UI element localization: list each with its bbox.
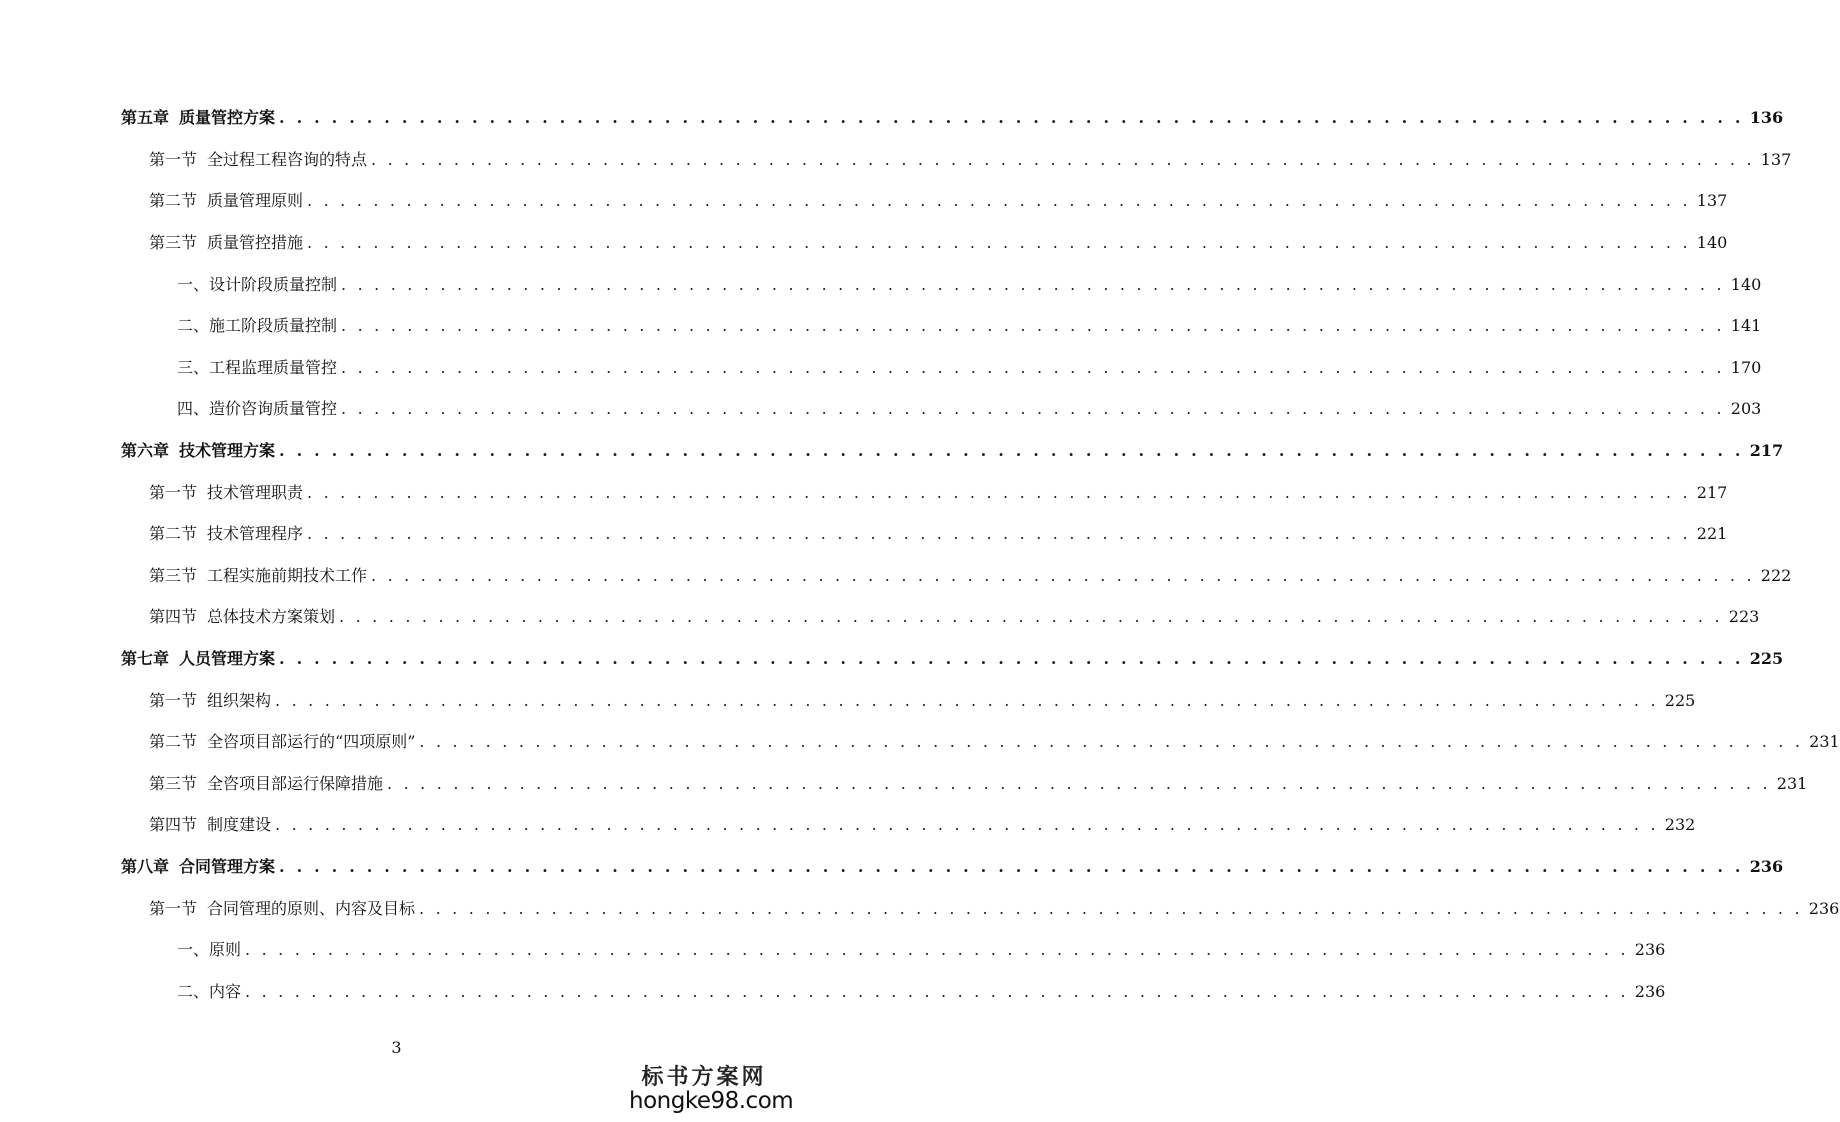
toc-entry-page: 141 (1730, 316, 1762, 336)
toc-entry-title: 全咨项目部运行保障措施 (207, 773, 384, 793)
toc-leader-dots: . . . . . . . . . . . . . . . . . . . . . . . . . . . . . . . . . . . . . . . . . . . . . . . . . . . . . . . . . . . . . . . . . . . . . . . . . . . . . . . . . . . . (307, 233, 1691, 253)
toc-entry-page: 137 (1760, 149, 1792, 169)
toc-section-entry (0, 762, 1808, 804)
toc-entry-page: 217 (1696, 482, 1728, 502)
toc-section-entry (0, 179, 1728, 221)
toc-entry-page: 221 (1696, 524, 1728, 544)
watermark-url: hongke98.com (629, 1087, 794, 1114)
toc-subsection-entry (0, 346, 1762, 388)
toc-entry-number: 第一节 (149, 149, 198, 169)
toc-entry-title: 工程实施前期技术工作 (207, 565, 368, 585)
toc-entry-title: 一、原则 (177, 940, 242, 960)
toc-entry-page: 231 (1809, 732, 1840, 752)
toc-section-entry (0, 678, 1696, 720)
toc-section-entry (0, 512, 1728, 554)
toc-leader-dots: . . . . . . . . . . . . . . . . . . . . . . . . . . . . . . . . . . . . . . . . . . . . . . . . . . . . . . . . . . . . . . . . . . . . . . . . . . . . . . . . . . . . (341, 399, 1725, 419)
toc-leader-dots: . . . . . . . . . . . . . . . . . . . . . . . . . . . . . . . . . . . . . . . . . . . . . . . . . . . . . . . . . . . . . . . . . . . . . . . . . . . . . . . . . . . . (279, 441, 1744, 461)
toc-entry-page: 140 (1696, 233, 1728, 253)
toc-subsection-entry (0, 304, 1762, 346)
toc-entry-title: 质量管控措施 (207, 233, 304, 253)
toc-entry-number: 第一节 (149, 482, 198, 502)
toc-entry-title: 四、造价咨询质量管控 (177, 399, 338, 419)
toc-entry-page: 236 (1634, 940, 1666, 960)
toc-entry-page: 225 (1749, 649, 1784, 669)
toc-entry-page: 223 (1728, 607, 1760, 627)
toc-leader-dots: . . . . . . . . . . . . . . . . . . . . . . . . . . . . . . . . . . . . . . . . . . . . . . . . . . . . . . . . . . . . . . . . . . . . . . . . . . . . . . . . . . . . (275, 815, 1659, 835)
toc-section-entry (0, 595, 1760, 637)
toc-leader-dots: . . . . . . . . . . . . . . . . . . . . . . . . . . . . . . . . . . . . . . . . . . . . . . . . . . . . . . . . . . . . . . . . . . . . . . . . . . . . . . . . . . . . (419, 732, 1804, 752)
toc-entry-title: 质量管控方案 (179, 108, 276, 128)
toc-entry-title: 二、内容 (177, 981, 242, 1001)
toc-entry-number: 第三节 (149, 565, 198, 585)
toc-entry-number: 第一节 (149, 898, 198, 918)
toc-entry-title: 人员管理方案 (179, 649, 276, 669)
toc-entry-number: 第四节 (149, 815, 198, 835)
toc-subsection-entry (0, 928, 1666, 970)
toc-entry-page: 137 (1696, 191, 1728, 211)
toc-entry-page: 136 (1749, 108, 1784, 128)
toc-entry-title: 一、设计阶段质量控制 (177, 274, 338, 294)
toc-entry-page: 140 (1730, 274, 1762, 294)
toc-leader-dots: . . . . . . . . . . . . . . . . . . . . . . . . . . . . . . . . . . . . . . . . . . . . . . . . . . . . . . . . . . . . . . . . . . . . . . . . . . . . . . . . . . . . (371, 565, 1755, 585)
toc-entry-page: 236 (1634, 981, 1666, 1001)
toc-entry-number: 第二节 (149, 191, 198, 211)
toc-subsection-entry (0, 969, 1666, 1011)
toc-entry-title: 三、工程监理质量管控 (177, 357, 338, 377)
toc-leader-dots: . . . . . . . . . . . . . . . . . . . . . . . . . . . . . . . . . . . . . . . . . . . . . . . . . . . . . . . . . . . . . . . . . . . . . . . . . . . . . . . . . . . . (419, 898, 1803, 918)
toc-entry-number: 第八章 (121, 856, 170, 876)
watermark-logo (629, 1063, 794, 1114)
toc-leader-dots: . . . . . . . . . . . . . . . . . . . . . . . . . . . . . . . . . . . . . . . . . . . . . . . . . . . . . . . . . . . . . . . . . . . . . . . . . . . . . . . . . . . . (245, 940, 1629, 960)
toc-chapter-entry (0, 429, 1784, 471)
toc-leader-dots: . . . . . . . . . . . . . . . . . . . . . . . . . . . . . . . . . . . . . . . . . . . . . . . . . . . . . . . . . . . . . . . . . . . . . . . . . . . . . . . . . . . . (279, 108, 1744, 128)
toc-leader-dots: . . . . . . . . . . . . . . . . . . . . . . . . . . . . . . . . . . . . . . . . . . . . . . . . . . . . . . . . . . . . . . . . . . . . . . . . . . . . . . . . . . . . (307, 191, 1691, 211)
toc-leader-dots: . . . . . . . . . . . . . . . . . . . . . . . . . . . . . . . . . . . . . . . . . . . . . . . . . . . . . . . . . . . . . . . . . . . . . . . . . . . . . . . . . . . . (387, 773, 1771, 793)
toc-leader-dots: . . . . . . . . . . . . . . . . . . . . . . . . . . . . . . . . . . . . . . . . . . . . . . . . . . . . . . . . . . . . . . . . . . . . . . . . . . . . . . . . . . . . (307, 482, 1691, 502)
toc-section-entry (0, 554, 1792, 596)
toc-entry-number: 第一节 (149, 690, 198, 710)
page-number: 3 (391, 1038, 402, 1057)
toc-leader-dots: . . . . . . . . . . . . . . . . . . . . . . . . . . . . . . . . . . . . . . . . . . . . . . . . . . . . . . . . . . . . . . . . . . . . . . . . . . . . . . . . . . . . (279, 649, 1744, 669)
toc-entry-title: 总体技术方案策划 (207, 607, 336, 627)
toc-section-entry (0, 803, 1696, 845)
toc-entry-page: 203 (1730, 399, 1762, 419)
toc-chapter-entry (0, 845, 1784, 887)
toc-leader-dots: . . . . . . . . . . . . . . . . . . . . . . . . . . . . . . . . . . . . . . . . . . . . . . . . . . . . . . . . . . . . . . . . . . . . . . . . . . . . . . . . . . . . (341, 316, 1725, 336)
toc-entry-number: 第三节 (149, 233, 198, 253)
toc-entry-page: 232 (1664, 815, 1696, 835)
toc-entry-page: 170 (1730, 357, 1762, 377)
toc-section-entry (0, 470, 1728, 512)
toc-entry-page: 236 (1808, 898, 1840, 918)
toc-section-entry (0, 886, 1840, 928)
toc-entry-title: 技术管理程序 (207, 524, 304, 544)
toc-leader-dots: . . . . . . . . . . . . . . . . . . . . . . . . . . . . . . . . . . . . . . . . . . . . . . . . . . . . . . . . . . . . . . . . . . . . . . . . . . . . . . . . . . . . (371, 149, 1755, 169)
toc-entry-title: 技术管理职责 (207, 482, 304, 502)
toc-entry-number: 第五章 (121, 108, 170, 128)
toc-entry-page: 217 (1749, 441, 1784, 461)
toc-section-entry (0, 138, 1792, 180)
toc-subsection-entry (0, 387, 1762, 429)
toc-leader-dots: . . . . . . . . . . . . . . . . . . . . . . . . . . . . . . . . . . . . . . . . . . . . . . . . . . . . . . . . . . . . . . . . . . . . . . . . . . . . . . . . . . . . (279, 856, 1744, 876)
toc-entry-title: 全过程工程咨询的特点 (207, 149, 368, 169)
toc-leader-dots: . . . . . . . . . . . . . . . . . . . . . . . . . . . . . . . . . . . . . . . . . . . . . . . . . . . . . . . . . . . . . . . . . . . . . . . . . . . . . . . . . . . . (275, 690, 1659, 710)
toc-entry-number: 第二节 (149, 524, 198, 544)
toc-entry-page: 236 (1749, 856, 1784, 876)
toc-entry-number: 第三节 (149, 773, 198, 793)
toc-chapter-entry (0, 637, 1784, 679)
toc-entry-title: 合同管理的原则、内容及目标 (207, 898, 416, 918)
toc-leader-dots: . . . . . . . . . . . . . . . . . . . . . . . . . . . . . . . . . . . . . . . . . . . . . . . . . . . . . . . . . . . . . . . . . . . . . . . . . . . . . . . . . . . . (339, 607, 1723, 627)
toc-section-entry (0, 221, 1728, 263)
watermark-name: 标书方案网 (641, 1063, 767, 1090)
toc-section-entry (0, 720, 1840, 762)
toc-entry-page: 225 (1664, 690, 1696, 710)
toc-entry-title: 合同管理方案 (179, 856, 276, 876)
toc-entry-number: 第四节 (149, 607, 198, 627)
toc-entry-title: 技术管理方案 (179, 441, 276, 461)
toc-entry-page: 231 (1776, 773, 1808, 793)
toc-leader-dots: . . . . . . . . . . . . . . . . . . . . . . . . . . . . . . . . . . . . . . . . . . . . . . . . . . . . . . . . . . . . . . . . . . . . . . . . . . . . . . . . . . . . (341, 274, 1725, 294)
toc-entry-title: 全咨项目部运行的“四项原则” (207, 732, 416, 752)
toc-entry-number: 第二节 (149, 732, 198, 752)
toc-entry-number: 第六章 (121, 441, 170, 461)
toc-entry-number: 第七章 (121, 649, 170, 669)
toc-subsection-entry (0, 262, 1762, 304)
toc-entry-page: 222 (1760, 565, 1792, 585)
table-of-contents (0, 96, 1840, 1011)
toc-entry-title: 组织架构 (207, 690, 272, 710)
toc-entry-title: 制度建设 (207, 815, 272, 835)
toc-leader-dots: . . . . . . . . . . . . . . . . . . . . . . . . . . . . . . . . . . . . . . . . . . . . . . . . . . . . . . . . . . . . . . . . . . . . . . . . . . . . . . . . . . . . (341, 357, 1725, 377)
toc-chapter-entry (0, 96, 1784, 138)
toc-leader-dots: . . . . . . . . . . . . . . . . . . . . . . . . . . . . . . . . . . . . . . . . . . . . . . . . . . . . . . . . . . . . . . . . . . . . . . . . . . . . . . . . . . . . (245, 981, 1629, 1001)
toc-entry-title: 质量管理原则 (207, 191, 304, 211)
toc-leader-dots: . . . . . . . . . . . . . . . . . . . . . . . . . . . . . . . . . . . . . . . . . . . . . . . . . . . . . . . . . . . . . . . . . . . . . . . . . . . . . . . . . . . . (307, 524, 1691, 544)
toc-entry-title: 二、施工阶段质量控制 (177, 316, 338, 336)
